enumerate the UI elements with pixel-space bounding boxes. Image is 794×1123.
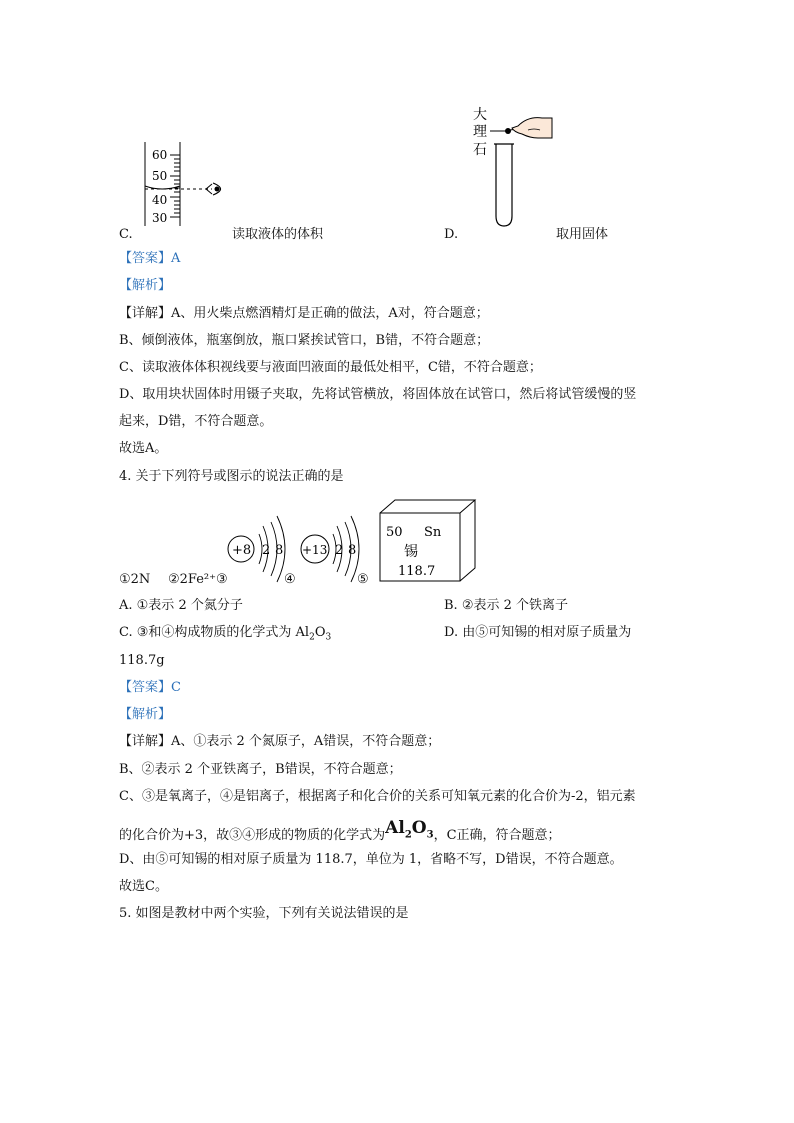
element-symbol: Sn	[424, 525, 442, 540]
marble-char-2: 理	[473, 124, 487, 140]
q4-detail-line: C、③是氧离子，④是铝离子，根据离子和化合价的关系可知氧元素的化合价为-2，铝元素	[119, 789, 636, 804]
cylinder-tick-60: 60	[152, 148, 168, 162]
q4-conclusion: 故选C。	[119, 879, 168, 894]
q4-option-b: B. ②表示 2 个铁离子	[444, 598, 569, 613]
option-d-caption: 取用固体	[556, 227, 609, 242]
q4-option-c: C. ③和④构成物质的化学式为 $Al_2O_3$	[119, 625, 332, 643]
option-d-label: D.	[444, 227, 459, 242]
atom1-shell-2: 8	[275, 543, 284, 558]
q4-option-a: A. ①表示 2 个氮分子	[119, 598, 243, 613]
test-tube-figure	[470, 104, 555, 230]
symbol-4: ④	[284, 572, 296, 587]
q4-formula-line: 的化合价为+3，故③④形成的物质的化学式为$Al_2O_3$，C正确，符合题意；	[119, 818, 561, 843]
q3-answer: 【答案】A	[119, 251, 181, 266]
q4-answer: 【答案】C	[119, 680, 181, 695]
q3-detail-line: 【详解】A、用火柴点燃酒精灯是正确的做法，A对，符合题意；	[119, 306, 489, 321]
cylinder-tick-30: 30	[152, 211, 168, 225]
marble-char-3: 石	[473, 142, 487, 158]
cylinder-tick-50: 50	[152, 169, 168, 183]
option-c-caption: 读取液体的体积	[232, 227, 324, 242]
option-c-label: C.	[119, 227, 133, 242]
element-mass: 118.7	[398, 564, 436, 579]
q5-stem: 5. 如图是教材中两个实验，下列有关说法错误的是	[119, 906, 409, 921]
q3-detail-line: C、读取液体体积视线要与液面凹液面的最低处相平，C错，不符合题意；	[119, 360, 542, 375]
al2o3-formula: $Al_2O_3$	[385, 818, 434, 841]
q3-detail-line: 起来，D错，不符合题意。	[119, 414, 273, 429]
atom2-shell-2: 8	[348, 543, 357, 558]
q4-analysis-heading: 【解析】	[119, 707, 172, 722]
cylinder-tick-40: 40	[152, 193, 168, 207]
atom2-nucleus: +13	[302, 543, 328, 557]
element-number: 50	[386, 525, 403, 540]
q4-detail-line: D、由⑤可知锡的相对原子质量为 118.7，单位为 1，省略不写，D错误，不符合题意。	[119, 852, 623, 867]
element-name: 锡	[404, 544, 418, 560]
atom1-shell-1: 2	[262, 543, 271, 558]
symbol-1: ①2N	[119, 572, 151, 587]
marble-char-1: 大	[473, 107, 487, 123]
symbol-5: ⑤	[357, 572, 369, 587]
q4-detail-line: B、②表示 2 个亚铁离子，B错误，不符合题意；	[119, 762, 402, 777]
atom2-shell-1: 2	[335, 543, 344, 558]
q3-analysis-heading: 【解析】	[119, 278, 172, 293]
atom1-nucleus: +8	[232, 543, 252, 558]
q4-detail-line: 【详解】A、①表示 2 个氮原子，A错误，不符合题意；	[119, 734, 441, 749]
q3-detail-line: D、取用块状固体时用镊子夹取，先将试管横放，将固体放在试管口，然后将试管缓慢的竖	[119, 387, 637, 402]
graduated-cylinder-figure	[140, 142, 240, 228]
q4-stem: 4. 关于下列符号或图示的说法正确的是	[119, 469, 344, 484]
q4-option-d-continued: 118.7g	[119, 653, 165, 668]
q3-detail-line: B、倾倒液体，瓶塞倒放，瓶口紧挨试管口，B错，不符合题意；	[119, 333, 490, 348]
q4-option-d: D. 由⑤可知锡的相对原子质量为	[444, 625, 632, 640]
q3-conclusion: 故选A。	[119, 441, 168, 456]
symbol-2-3: ②2Fe²⁺③	[168, 572, 228, 587]
tin-element-tile	[379, 499, 479, 583]
